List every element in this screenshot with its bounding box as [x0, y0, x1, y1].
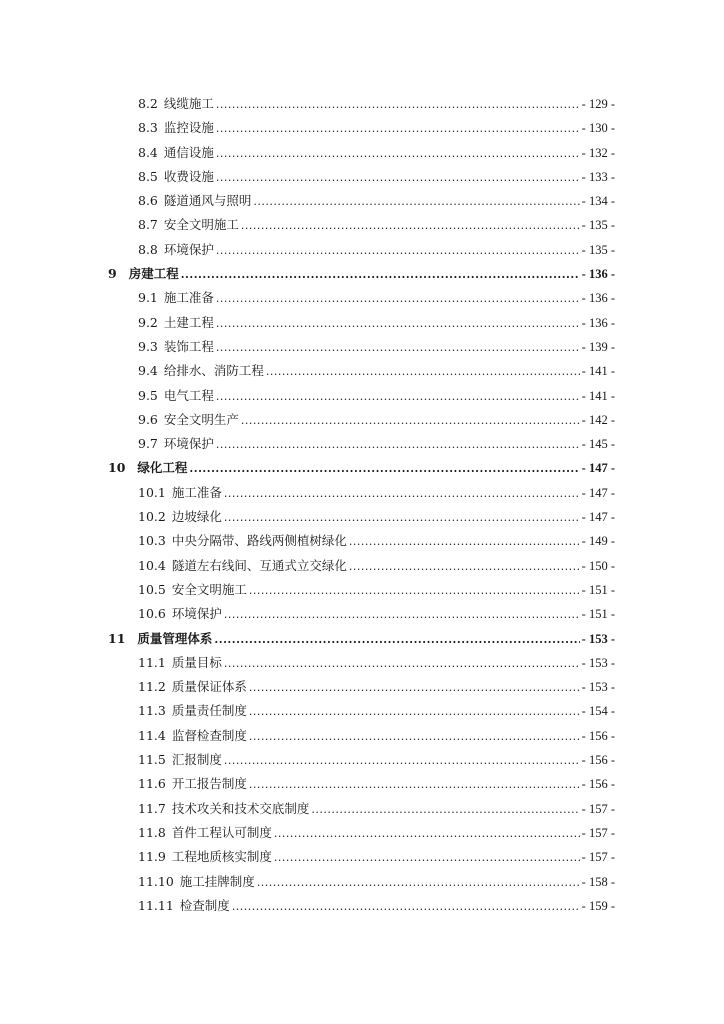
- toc-entry-number: 8.3: [138, 120, 158, 136]
- toc-section-entry[interactable]: [108, 724, 615, 748]
- toc-entry-number: 9.1: [138, 290, 158, 306]
- toc-entry-page-number: - 156 -: [581, 728, 615, 743]
- toc-entry-page-number: - 150 -: [581, 558, 615, 573]
- toc-entry-title: 收费设施: [163, 168, 214, 184]
- toc-entry-page-number: - 136 -: [581, 291, 615, 306]
- toc-entry-page-number: - 132 -: [581, 145, 615, 160]
- toc-leader-dots: [249, 773, 580, 797]
- toc-leader-dots: [249, 725, 580, 749]
- toc-leader-dots: [224, 482, 580, 506]
- toc-entry-page-number: - 149 -: [581, 534, 615, 549]
- toc-leader-dots: [216, 166, 580, 190]
- toc-leader-dots: [181, 263, 580, 287]
- toc-entry-page-number: - 151 -: [581, 582, 615, 597]
- toc-section-entry[interactable]: [108, 602, 615, 626]
- toc-entry-title: 质量责任制度: [171, 703, 247, 719]
- toc-entry-number: 8.2: [138, 96, 158, 111]
- toc-entry-page-number: - 156 -: [581, 777, 615, 792]
- toc-section-entry[interactable]: [108, 311, 615, 335]
- toc-section-entry[interactable]: [108, 359, 615, 383]
- toc-entry-number: 11.2: [138, 679, 166, 695]
- toc-entry-page-number: - 154 -: [581, 704, 615, 719]
- toc-leader-dots: [216, 312, 580, 336]
- toc-entry-page-number: - 135 -: [581, 242, 615, 257]
- toc-entry-number: 8.5: [138, 168, 158, 184]
- toc-section-entry[interactable]: [108, 408, 615, 432]
- toc-entry-title: 环境保护: [163, 436, 214, 452]
- toc-entry-title: 边坡绿化: [171, 509, 222, 525]
- toc-entry-page-number: - 129 -: [581, 97, 615, 111]
- toc-entry-page-number: - 147 -: [581, 510, 615, 525]
- toc-entry-number: 10.4: [138, 557, 166, 573]
- toc-entry-number: 10.3: [138, 533, 166, 549]
- toc-leader-dots: [224, 652, 580, 676]
- toc-section-entry[interactable]: [108, 675, 615, 699]
- toc-section-entry[interactable]: [108, 384, 615, 408]
- toc-entry-page-number: - 153 -: [581, 631, 615, 646]
- toc-section-entry[interactable]: [108, 189, 615, 213]
- toc-entry-title: 施工准备: [171, 484, 222, 500]
- toc-leader-dots: [349, 555, 580, 579]
- toc-section-entry[interactable]: [108, 481, 615, 505]
- toc-entry-page-number: - 147 -: [581, 461, 615, 476]
- toc-entry-number: 10.1: [138, 484, 166, 500]
- toc-leader-dots: [241, 409, 580, 433]
- toc-entry-title: 首件工程认可制度: [171, 824, 272, 840]
- toc-entry-title: 装饰工程: [163, 338, 214, 354]
- toc-section-entry[interactable]: [108, 116, 615, 140]
- toc-leader-dots: [224, 506, 580, 530]
- toc-entry-title: 隧道通风与照明: [163, 193, 252, 209]
- toc-section-entry[interactable]: [108, 529, 615, 553]
- toc-entry-number: 11.5: [138, 752, 166, 768]
- toc-section-entry[interactable]: [108, 821, 615, 845]
- toc-entry-number: 9.7: [138, 436, 158, 452]
- toc-entry-page-number: - 159 -: [581, 898, 615, 913]
- toc-entry-title: 监控设施: [163, 120, 214, 136]
- toc-entry-page-number: - 141 -: [581, 364, 615, 379]
- toc-entry-title: 安全文明生产: [163, 411, 239, 427]
- toc-entry-title: 环境保护: [163, 241, 214, 257]
- toc-entry-number: 11.8: [138, 824, 166, 840]
- toc-entry-number: 10.5: [138, 581, 166, 597]
- toc-entry-page-number: - 157 -: [581, 825, 615, 840]
- toc-section-entry[interactable]: [108, 554, 615, 578]
- toc-entry-title: 汇报制度: [171, 752, 222, 768]
- toc-entry-number: 11.4: [138, 727, 166, 743]
- toc-leader-dots: [216, 117, 580, 141]
- toc-section-entry[interactable]: [108, 870, 615, 894]
- toc-leader-dots: [249, 579, 580, 603]
- toc-entry-number: 8.8: [138, 241, 158, 257]
- toc-entry-page-number: - 135 -: [581, 218, 615, 233]
- toc-chapter-entry[interactable]: [108, 262, 615, 286]
- toc-leader-dots: [349, 530, 580, 554]
- toc-section-entry[interactable]: [108, 748, 615, 772]
- toc-section-entry[interactable]: [108, 772, 615, 796]
- toc-entry-number: 11.1: [138, 654, 166, 670]
- toc-leader-dots: [253, 190, 579, 214]
- toc-leader-dots: [311, 798, 579, 822]
- toc-chapter-entry[interactable]: [108, 456, 615, 480]
- toc-entry-number: 8.7: [138, 217, 158, 233]
- toc-entry-number: 11.9: [138, 849, 166, 865]
- table-of-contents: [108, 92, 615, 918]
- toc-entry-number: 10.2: [138, 509, 166, 525]
- toc-entry-page-number: - 141 -: [581, 388, 615, 403]
- toc-entry-number: 11.6: [138, 776, 166, 792]
- toc-entry-title: 土建工程: [163, 314, 214, 330]
- toc-entry-page-number: - 157 -: [581, 801, 615, 816]
- toc-section-entry[interactable]: [108, 141, 615, 165]
- toc-entry-title: 电气工程: [163, 387, 214, 403]
- toc-entry-page-number: - 147 -: [581, 485, 615, 500]
- toc-entry-title: 线缆施工: [163, 96, 214, 111]
- toc-section-entry[interactable]: [108, 238, 615, 262]
- toc-leader-dots: [216, 287, 580, 311]
- toc-entry-title: 施工挂牌制度: [179, 873, 255, 889]
- toc-entry-title: 监督检查制度: [171, 727, 247, 743]
- toc-section-entry[interactable]: [108, 92, 615, 116]
- toc-section-entry[interactable]: [108, 335, 615, 359]
- toc-entry-title: 环境保护: [171, 606, 222, 622]
- toc-entry-title: 施工准备: [163, 290, 214, 306]
- toc-entry-number: 9.2: [138, 314, 158, 330]
- toc-entry-page-number: - 136 -: [581, 267, 615, 282]
- toc-entry-title: 质量管理体系: [137, 630, 213, 646]
- toc-entry-title: 绿化工程: [137, 460, 188, 476]
- toc-entry-title: 检查制度: [179, 897, 230, 913]
- toc-entry-page-number: - 158 -: [581, 874, 615, 889]
- toc-entry-title: 开工报告制度: [171, 776, 247, 792]
- toc-leader-dots: [214, 628, 579, 652]
- toc-section-entry[interactable]: [108, 286, 615, 310]
- toc-section-entry[interactable]: [108, 165, 615, 189]
- toc-entry-page-number: - 133 -: [581, 169, 615, 184]
- toc-entry-number: 10: [108, 460, 126, 476]
- toc-entry-number: 8.6: [138, 193, 158, 209]
- toc-section-entry[interactable]: [108, 213, 615, 237]
- toc-entry-title: 工程地质核实制度: [171, 849, 272, 865]
- toc-leader-dots: [189, 457, 579, 481]
- toc-section-entry[interactable]: [108, 432, 615, 456]
- toc-leader-dots: [216, 336, 580, 360]
- toc-entry-number: 11.10: [138, 873, 174, 889]
- toc-section-entry[interactable]: [108, 578, 615, 602]
- toc-leader-dots: [266, 360, 580, 384]
- toc-chapter-entry[interactable]: [108, 627, 615, 651]
- toc-leader-dots: [216, 385, 580, 409]
- toc-entry-page-number: - 156 -: [581, 753, 615, 768]
- toc-leader-dots: [216, 239, 580, 263]
- toc-entry-title: 质量目标: [171, 654, 222, 670]
- toc-leader-dots: [216, 142, 580, 166]
- toc-entry-title: 隧道左右线间、互通式立交绿化: [171, 557, 347, 573]
- toc-leader-dots: [257, 871, 580, 895]
- toc-leader-dots: [224, 749, 580, 773]
- toc-section-entry[interactable]: [108, 651, 615, 675]
- toc-entry-number: 9.6: [138, 411, 158, 427]
- toc-leader-dots: [216, 93, 580, 117]
- toc-entry-number: 9.5: [138, 387, 158, 403]
- toc-entry-title: 通信设施: [163, 144, 214, 160]
- toc-leader-dots: [249, 676, 580, 700]
- toc-leader-dots: [274, 822, 580, 846]
- toc-entry-title: 给排水、消防工程: [163, 363, 264, 379]
- toc-entry-number: 11.7: [138, 800, 166, 816]
- toc-entry-number: 9.3: [138, 338, 158, 354]
- toc-entry-page-number: - 134 -: [581, 194, 615, 209]
- toc-entry-page-number: - 153 -: [581, 655, 615, 670]
- toc-section-entry[interactable]: [108, 894, 615, 918]
- toc-entry-number: 11.11: [138, 897, 174, 913]
- toc-entry-page-number: - 153 -: [581, 680, 615, 695]
- toc-leader-dots: [241, 214, 580, 238]
- toc-entry-title: 房建工程: [128, 266, 179, 282]
- toc-entry-number: 10.6: [138, 606, 166, 622]
- toc-leader-dots: [274, 846, 580, 870]
- toc-entry-title: 技术攻关和技术交底制度: [171, 800, 310, 816]
- toc-entry-number: 11.3: [138, 703, 166, 719]
- toc-entry-title: 质量保证体系: [171, 679, 247, 695]
- toc-section-entry[interactable]: [108, 505, 615, 529]
- toc-entry-page-number: - 157 -: [581, 850, 615, 865]
- toc-entry-page-number: - 139 -: [581, 339, 615, 354]
- toc-entry-page-number: - 151 -: [581, 607, 615, 622]
- toc-entry-title: 安全文明施工: [163, 217, 239, 233]
- toc-entry-page-number: - 130 -: [581, 121, 615, 136]
- toc-leader-dots: [232, 895, 580, 919]
- toc-leader-dots: [216, 433, 580, 457]
- toc-entry-number: 8.4: [138, 144, 158, 160]
- toc-entry-page-number: - 136 -: [581, 315, 615, 330]
- toc-entry-page-number: - 145 -: [581, 437, 615, 452]
- toc-entry-number: 9: [108, 266, 117, 282]
- toc-section-entry[interactable]: [108, 797, 615, 821]
- toc-entry-page-number: - 142 -: [581, 412, 615, 427]
- toc-entry-title: 安全文明施工: [171, 581, 247, 597]
- toc-entry-title: 中央分隔带、路线两侧植树绿化: [171, 533, 347, 549]
- toc-entry-number: 9.4: [138, 363, 158, 379]
- toc-section-entry[interactable]: [108, 699, 615, 723]
- toc-leader-dots: [224, 603, 580, 627]
- toc-leader-dots: [249, 700, 580, 724]
- toc-section-entry[interactable]: [108, 845, 615, 869]
- toc-entry-number: 11: [108, 630, 126, 646]
